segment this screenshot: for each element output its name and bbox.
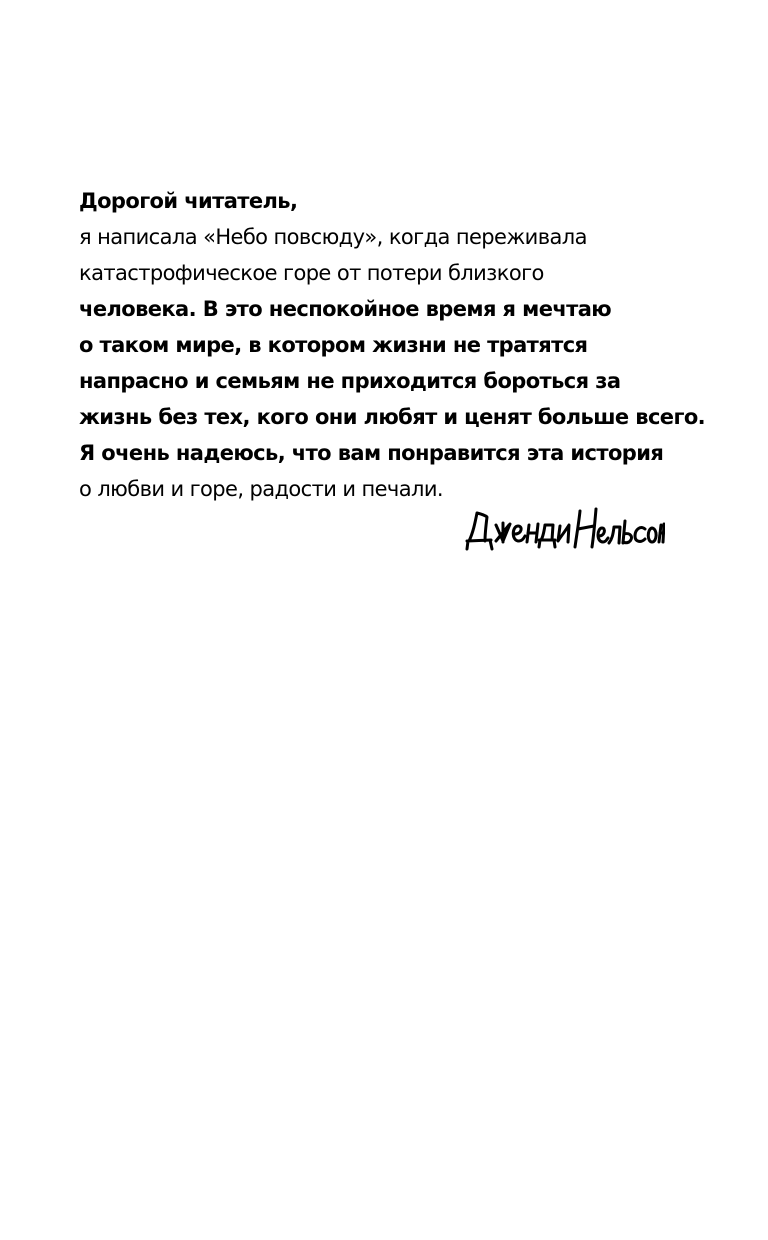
signature-strokes [467, 509, 664, 549]
letter-line: катастрофическое горе от потери близкого [79, 261, 544, 285]
letter-line: о любви и горе, радости и печали. [79, 477, 443, 501]
letter-body [79, 183, 719, 507]
signature-drawing [465, 505, 665, 553]
letter-line: я написала «Небо повсюду», когда переживала [79, 225, 587, 249]
letter-line: человека. В это неспокойное время я мечтаю [79, 297, 612, 321]
letter-greeting: Дорогой читатель, [79, 189, 298, 213]
handwritten-signature [465, 505, 665, 553]
letter-line: Я очень надеюсь, что вам понравится эта история [79, 441, 664, 465]
letter-line: напрасно и семьям не приходится бороться за [79, 369, 621, 393]
letter-line: жизнь без тех, кого они любят и ценят больше всего. [79, 405, 706, 429]
letter-line: о таком мире, в котором жизни не тратятся [79, 333, 588, 357]
